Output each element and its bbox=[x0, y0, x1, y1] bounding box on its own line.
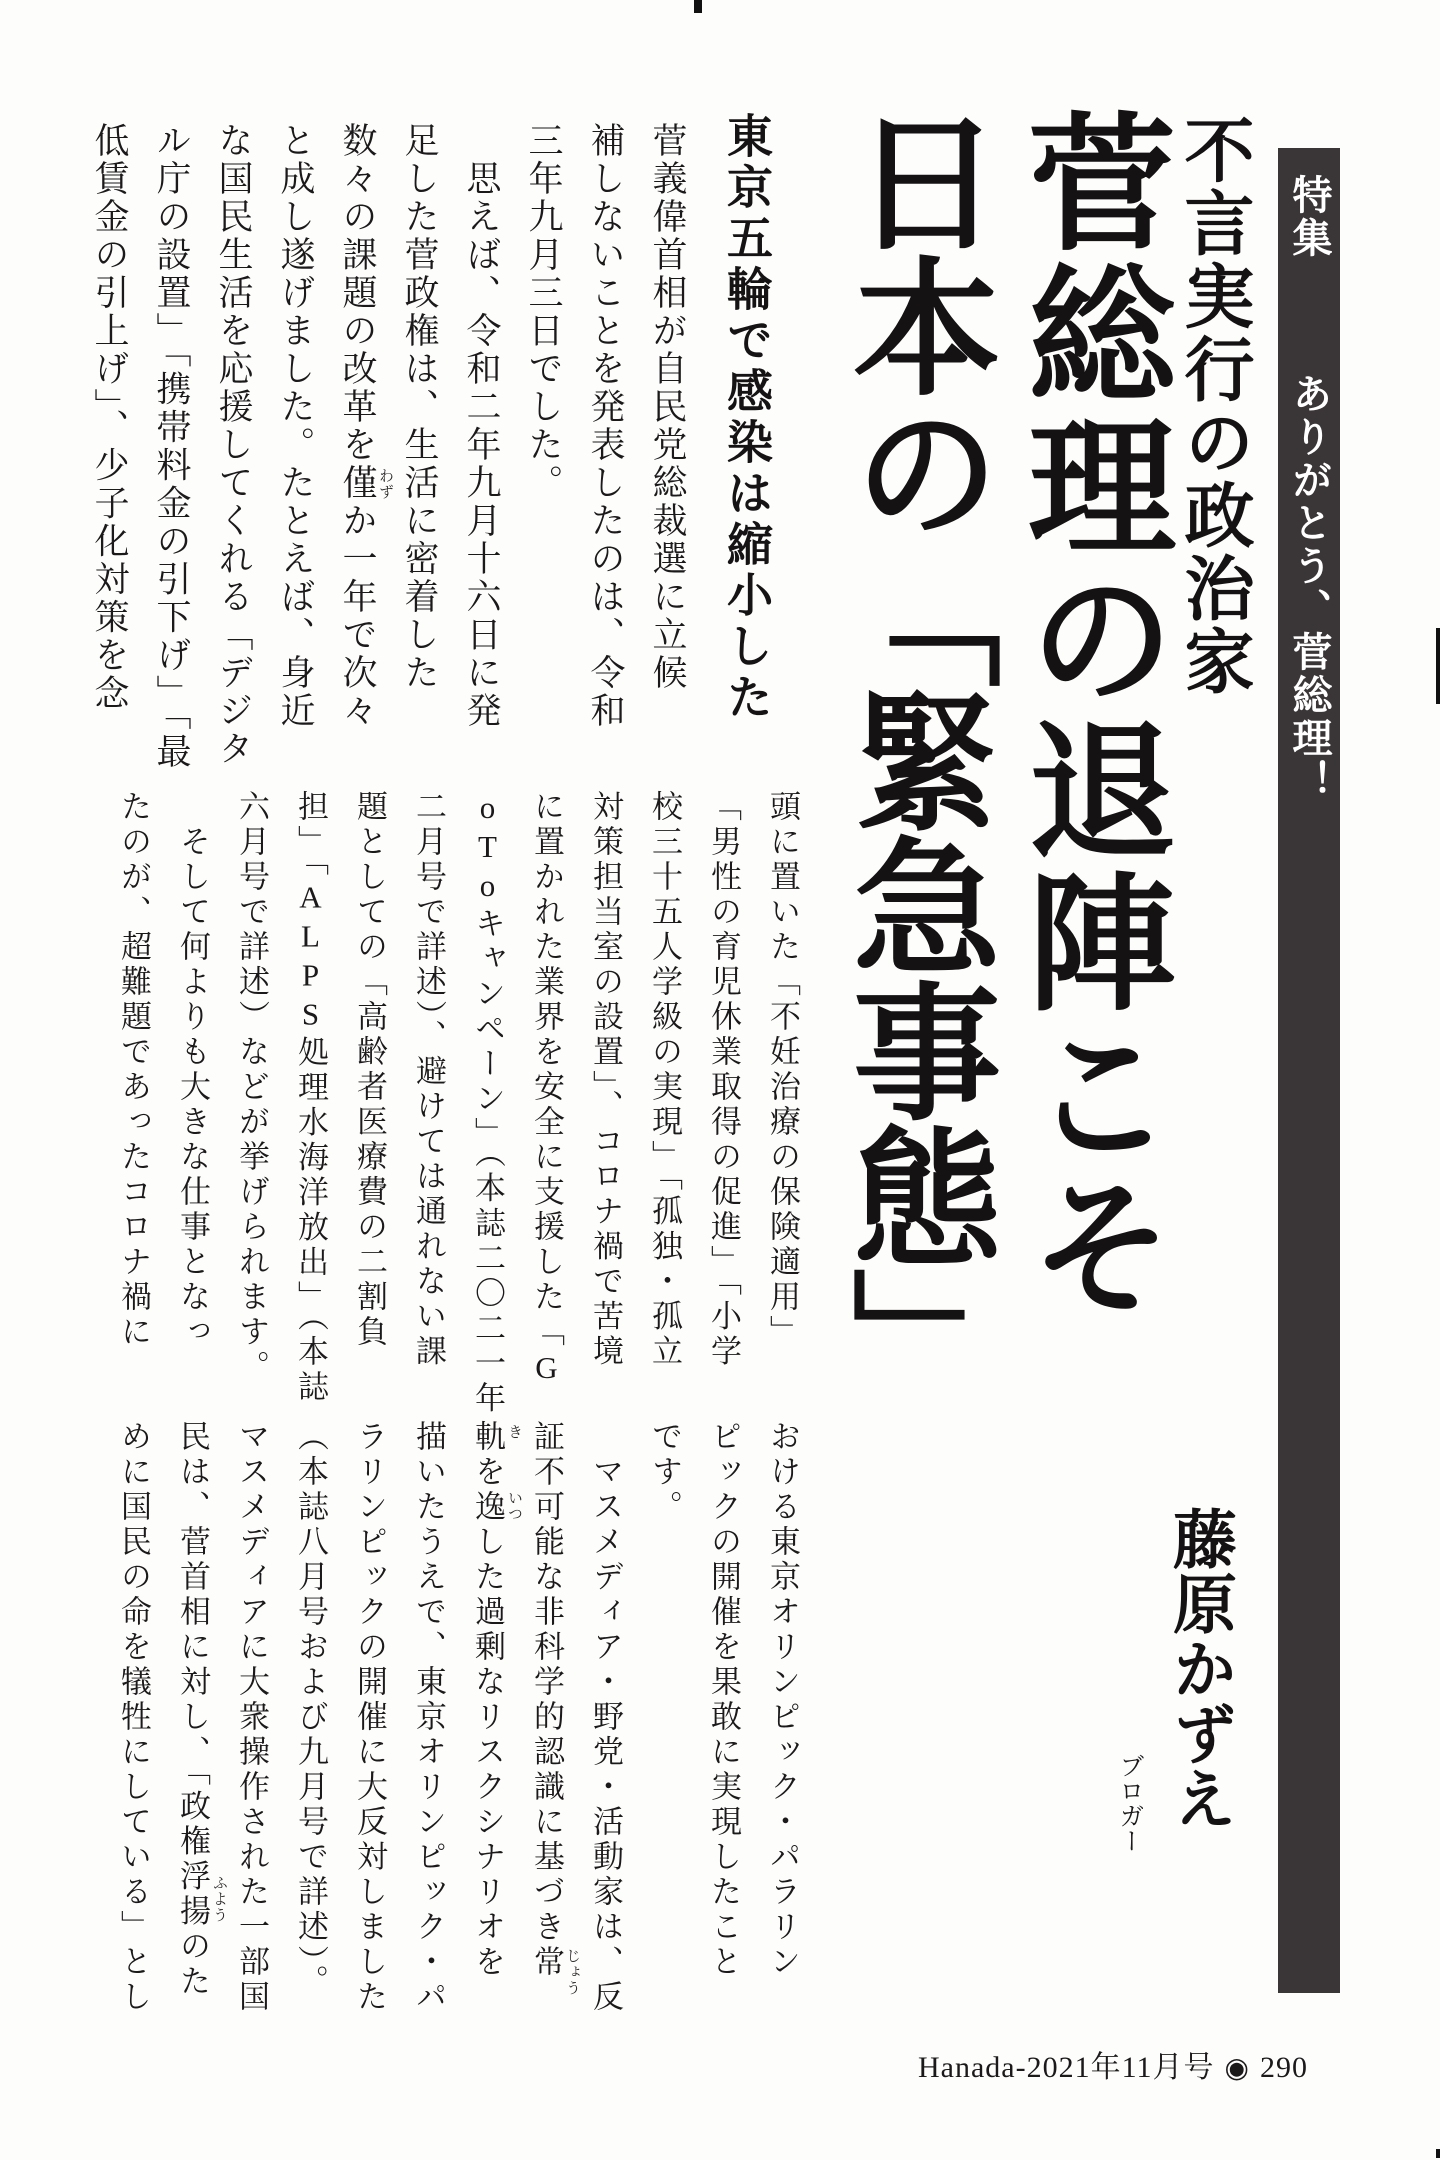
lead-column: 三年九月三日でした。 bbox=[524, 122, 563, 502]
crop-mark-top bbox=[694, 0, 702, 13]
body-column: （本誌八月号および九月号で詳述）。 bbox=[293, 1420, 328, 2000]
body-column: ラリンピックの開催に大反対しました bbox=[352, 1420, 387, 2015]
ruby-wazuka: わず bbox=[377, 468, 393, 500]
body-column: 頭に置いた「不妊治療の保険適用」 bbox=[765, 790, 800, 1350]
body-column: 軌を逸した過剰なリスクシナリオを bbox=[470, 1420, 505, 1980]
ruby-fuyou: ふよう bbox=[211, 1875, 227, 1923]
body-block-1 bbox=[104, 790, 812, 1417]
feature-banner bbox=[1278, 148, 1340, 1993]
body-column: おける東京オリンピック・パラリン bbox=[765, 1420, 800, 1980]
body-column: 民は、菅首相に対し、「政権浮揚のた bbox=[175, 1420, 210, 2000]
ruby-ki: き bbox=[506, 1424, 522, 1440]
page-footer bbox=[918, 2042, 1308, 2086]
ruby-itsu: いつ bbox=[506, 1490, 522, 1522]
crop-mark-bottom-right bbox=[1436, 2149, 1440, 2158]
ruby-jou: じょう bbox=[564, 1948, 580, 1996]
headline-line2: 日本の「緊急事態」 bbox=[831, 106, 995, 1411]
body-column: 校三十五人学級の実現」「孤独・孤立 bbox=[647, 790, 682, 1370]
body-column: 二月号で詳述）、避けては通れない課 bbox=[411, 790, 446, 1370]
body-column: そして何よりも大きな仕事となっ bbox=[175, 790, 210, 1350]
lead-column: 数々の課題の改革を僅か一年で次々 bbox=[338, 122, 377, 730]
lead-column: 補しないことを発表したのは、令和 bbox=[586, 122, 625, 730]
body-column: 六月号で詳述）などが挙げられます。 bbox=[234, 790, 269, 1385]
lead-column: 菅義偉首相が自民党総裁選に立候 bbox=[648, 122, 687, 692]
body-column: ピックの開催を果敢に実現したこと bbox=[706, 1420, 741, 1980]
footer-page-number: 290 bbox=[1259, 2051, 1308, 2084]
feature-title: ありがとう、菅総理！ bbox=[1287, 373, 1331, 803]
lead-column: と成し遂げました。たとえば、身近 bbox=[276, 122, 315, 730]
crop-mark-right bbox=[1436, 628, 1440, 704]
lead-column: 低賃金の引上げ」、少子化対策を念 bbox=[90, 122, 129, 713]
body-column: 対策担当室の設置」、コロナ禍で苦境 bbox=[588, 790, 623, 1370]
body-column: たのが、超難題であったコロナ禍に bbox=[116, 790, 151, 1350]
body-column: 担」「ALPS処理水海洋放出」（本誌 bbox=[293, 790, 328, 1405]
body-column: マスメディアに大衆操作された一部国 bbox=[234, 1420, 269, 2015]
feature-label: 特集 bbox=[1287, 174, 1331, 260]
body-column: 描いたうえで、東京オリンピック・パ bbox=[411, 1420, 446, 2015]
lead-column: ル庁の設置」「携帯料金の引下げ」「最 bbox=[152, 122, 191, 771]
body-column: マスメディア・野党・活動家は、反 bbox=[588, 1420, 623, 2015]
body-column: 「男性の育児休業取得の促進」「小学 bbox=[706, 790, 741, 1370]
headline-line1: 菅総理の退陣こそ bbox=[1006, 106, 1170, 1322]
headline-kicker: 不言実行の政治家 bbox=[1174, 114, 1251, 698]
lead-column: な国民生活を応援してくれる「デジタ bbox=[214, 122, 253, 768]
body-column: です。 bbox=[647, 1420, 682, 1525]
lead-block bbox=[78, 122, 698, 771]
author-role: ブロガー bbox=[1116, 1753, 1143, 1853]
footer-bullet-icon: ◉ bbox=[1224, 2053, 1250, 2084]
body-column: oToキャンペーン」（本誌二〇二一年 bbox=[470, 790, 505, 1417]
author-name: 藤原かずえ bbox=[1164, 1506, 1235, 1831]
lead-column: 足した菅政権は、生活に密着した bbox=[400, 122, 439, 692]
body-column: 題としての「高齢者医療費の二割負 bbox=[352, 790, 387, 1350]
footer-journal: Hanada-2021年11月号 bbox=[918, 2051, 1215, 2084]
body-column: めに国民の命を犠牲にしている」とし bbox=[116, 1420, 151, 2015]
lead-column: 思えば、令和二年九月十六日に発 bbox=[462, 122, 501, 730]
body-column: 証不可能な非科学的認識に基づき常 bbox=[529, 1420, 564, 1980]
body-column: に置かれた業界を安全に支援した「G bbox=[529, 790, 564, 1389]
subheadline: 東京五輪で感染は縮小した bbox=[721, 112, 773, 724]
feature-banner-text bbox=[1278, 148, 1340, 1993]
